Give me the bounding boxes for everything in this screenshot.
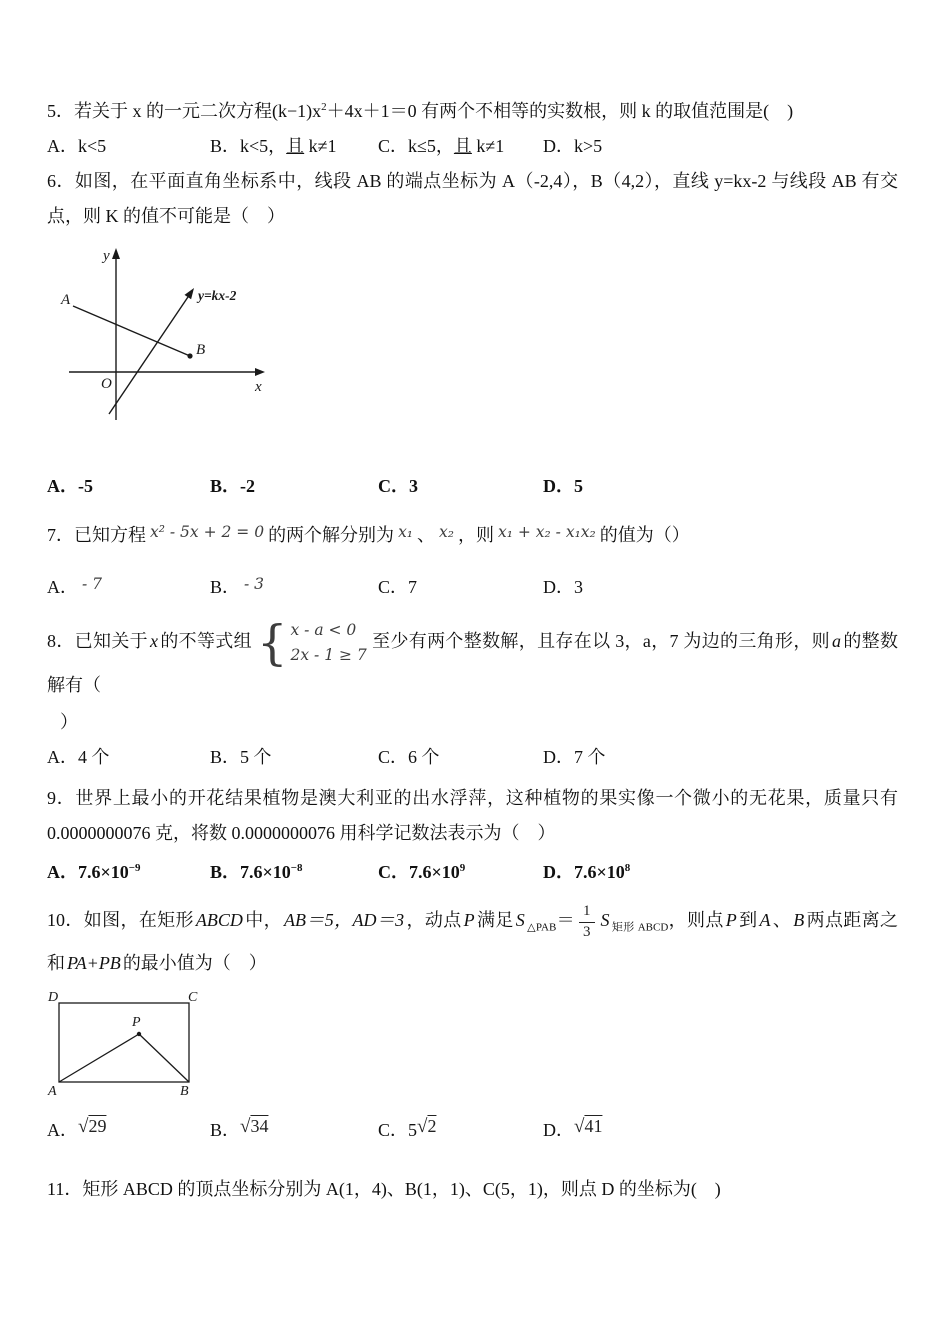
- radical: [240, 1105, 268, 1148]
- question-9: [47, 781, 898, 890]
- point-b-label: B: [196, 342, 206, 358]
- fraction-numerator: 1: [579, 902, 595, 923]
- q7-option-d: [543, 570, 898, 606]
- q6-option-b: B．-2: [210, 476, 255, 496]
- option-label: D．: [543, 862, 574, 882]
- q5-exponent: 2: [321, 101, 327, 113]
- option-exponent: 9: [459, 862, 466, 874]
- radicand: 41: [584, 1115, 603, 1136]
- option-text: k≠1: [471, 136, 505, 156]
- option-value: - 3: [244, 575, 265, 593]
- line-arrow: [185, 288, 195, 299]
- option-label: C．: [378, 577, 409, 597]
- option-base: 7.6×10: [409, 862, 460, 882]
- q9-option-c: [378, 851, 543, 890]
- corner-d-label: D: [48, 989, 59, 1005]
- q7-text: 的两个解分别为: [268, 525, 395, 545]
- y-axis-label: y: [103, 248, 110, 264]
- option-label: C．: [378, 862, 409, 882]
- q5-stem-text-b: ＋4x＋1＝0 有两个不相等的实数根，则 k 的取值范围是( ): [326, 101, 794, 121]
- option-label: A．: [47, 862, 78, 882]
- x-axis-arrow: [255, 368, 265, 376]
- q9-options: [47, 851, 898, 890]
- q10-point-p: P: [463, 910, 475, 931]
- q10-text: 的最小值为（ ）: [122, 952, 267, 973]
- q10-sum-expression: PA+PB: [67, 952, 121, 973]
- question-10: [47, 902, 898, 1152]
- q7-x1: x₁: [398, 523, 414, 541]
- q5-stem: [47, 90, 898, 129]
- q10-text: 10．如图，在矩形: [47, 910, 194, 931]
- q8-variable-x: x: [149, 631, 158, 652]
- q6-stem: 6．如图，在平面直角坐标系中，线段 AB 的端点坐标为 A（-2,4），B（4,2），直线 y=kx-2 与线段 AB 有交点，则 K 的值不可能是（ ）: [47, 171, 898, 226]
- q8-stem-continuation: ）: [60, 712, 78, 732]
- q10-option-b: [210, 1109, 378, 1152]
- line-equation-label: y=kx-2: [198, 288, 237, 303]
- sqrt-sign: √: [78, 1115, 89, 1137]
- q7-options: [47, 570, 898, 606]
- q11-stem: 11．矩形 ABCD 的顶点坐标分别为 A(1，4)、B(1，1)、C(5，1)，则点 D 的坐标为( ): [47, 1178, 721, 1199]
- q10-area-subscript: △PAB: [526, 921, 557, 934]
- x-axis-label: x: [255, 379, 262, 395]
- option-label: A．: [47, 577, 78, 597]
- q8-stem: [47, 615, 899, 703]
- q6-option-a: A．-5: [47, 476, 93, 496]
- fraction-denominator: 3: [583, 923, 591, 940]
- option-base: 7.6×10: [78, 862, 129, 882]
- option-label: B．: [210, 862, 241, 882]
- q9-option-d: [543, 851, 898, 890]
- q8-text: 的不等式组: [159, 631, 252, 652]
- option-text: k>5: [574, 136, 603, 156]
- q10-text: 两点距离之和: [47, 910, 899, 973]
- q10-options: [47, 1109, 898, 1152]
- sqrt-sign: √: [417, 1115, 428, 1137]
- option-text: k<5，: [240, 136, 287, 156]
- option-value: 3: [574, 577, 583, 597]
- option-label: B．: [210, 136, 241, 156]
- q10-text: ，动点: [406, 910, 462, 931]
- q7-text: 的值为（）: [599, 525, 690, 545]
- q7-text: 7．已知方程: [47, 525, 146, 545]
- radical: [78, 1105, 106, 1148]
- sqrt-sign: √: [574, 1115, 585, 1137]
- corner-a-label: A: [48, 1083, 57, 1099]
- system-brace: {: [256, 615, 288, 671]
- radicand: 2: [427, 1115, 437, 1136]
- option-exponent: −9: [128, 862, 141, 874]
- q6-figure: [59, 244, 274, 429]
- q8-text: 至少有两个整数解，且存在以 3，a，7 为边的三角形，则: [371, 631, 831, 652]
- q6-option-d: D．5: [543, 476, 583, 496]
- q7-stem: [47, 518, 898, 554]
- q8-options: [47, 740, 898, 775]
- question-6: [47, 164, 898, 504]
- question-8: [47, 615, 899, 775]
- q8-option-b: B．5 个: [210, 747, 272, 767]
- q10-option-a: [47, 1109, 210, 1152]
- q10-text: 中，: [244, 910, 282, 931]
- point-b-dot: [187, 353, 192, 358]
- question-7: [47, 518, 898, 606]
- option-label: D．: [543, 136, 574, 156]
- y-axis-arrow: [112, 248, 120, 259]
- q9-option-b: [210, 851, 378, 890]
- q7-equation: x² - 5x + 2 = 0: [150, 523, 265, 541]
- q7-expression: x₁ + x₂ - x₁x₂: [498, 523, 596, 541]
- q6-option-c: C．3: [378, 476, 418, 496]
- q8-option-a: A．4 个: [47, 747, 110, 767]
- segment-ap: [59, 1034, 139, 1082]
- q10-option-d: [543, 1109, 898, 1152]
- point-a-label: A: [61, 292, 71, 308]
- q10-text: 满足: [476, 910, 514, 931]
- q10-rect-name: ABCD: [195, 910, 243, 931]
- q10-area-subscript-2: 矩形 ABCD: [611, 921, 669, 934]
- question-5: [47, 90, 898, 164]
- segment-pb: [139, 1034, 189, 1082]
- q5-option-b: [210, 129, 378, 164]
- fraction-one-third: [579, 902, 595, 942]
- inequality-system: [256, 615, 367, 671]
- q10-text: 、: [772, 910, 792, 931]
- q7-text: 、: [417, 525, 436, 545]
- option-value: - 7: [82, 575, 103, 593]
- q10-area-symbol: S: [515, 910, 525, 931]
- radical: [417, 1105, 436, 1148]
- q5-option-c: [378, 129, 543, 164]
- q8-option-d: D．7 个: [543, 747, 606, 767]
- q5-option-d: [543, 129, 898, 164]
- option-coefficient: 5: [408, 1119, 418, 1140]
- option-emphasis: 且: [286, 136, 305, 156]
- q10-point-p-2: P: [725, 910, 737, 931]
- line-y-kx-2: [109, 291, 192, 414]
- option-label: C．: [378, 1119, 409, 1140]
- option-base: 7.6×10: [574, 862, 625, 882]
- option-label: A．: [47, 1119, 78, 1140]
- q10-text: ，则点: [668, 910, 724, 931]
- q8-text: 的整数解有（: [47, 631, 899, 695]
- option-label: C．: [378, 136, 409, 156]
- question-11: [47, 1172, 898, 1207]
- option-base: 7.6×10: [240, 862, 291, 882]
- inequality-column: [291, 618, 367, 668]
- inequality-1: x - a < 0: [290, 621, 357, 639]
- option-value: 7: [408, 577, 418, 597]
- q9-stem: 9．世界上最小的开花结果植物是澳大利亚的出水浮萍，这种植物的果实像一个微小的无花果，质量只有 0.0000000076 克，将数 0.0000000076 用科学记数法表示为（ ）: [47, 788, 898, 843]
- q10-area-symbol-2: S: [600, 910, 610, 931]
- q7-option-b: [210, 570, 378, 606]
- option-text: k≤5，: [408, 136, 454, 156]
- q10-text: ＝: [556, 910, 576, 931]
- option-emphasis: 且: [453, 136, 472, 156]
- corner-b-label: B: [180, 1083, 189, 1099]
- q10-sides: AB＝5，AD＝3: [284, 910, 405, 931]
- q10-stem: [47, 902, 898, 981]
- option-text: k≠1: [304, 136, 337, 156]
- q10-point-b: B: [793, 910, 805, 931]
- q8-text: 8．已知关于: [47, 631, 148, 652]
- q10-figure: [47, 989, 247, 1101]
- point-p-dot: [137, 1032, 141, 1036]
- q10-option-c: [378, 1109, 543, 1152]
- q7-option-c: [378, 570, 543, 606]
- option-label: D．: [543, 577, 574, 597]
- q6-options: [47, 469, 898, 504]
- inequality-2: 2x - 1 ≥ 7: [290, 646, 367, 664]
- radicand: 29: [88, 1115, 107, 1136]
- origin-label: O: [101, 376, 112, 392]
- q8-variable-a: a: [832, 631, 842, 652]
- sqrt-sign: √: [240, 1115, 251, 1137]
- point-p-label: P: [132, 1014, 141, 1030]
- corner-c-label: C: [188, 989, 198, 1005]
- q8-option-c: C．6 个: [378, 747, 440, 767]
- q10-text: 到: [738, 910, 758, 931]
- q7-x2: x₂: [439, 523, 454, 541]
- option-text: k<5: [78, 136, 107, 156]
- option-exponent: 8: [624, 862, 631, 874]
- q7-option-a: [47, 570, 210, 606]
- q10-point-a: A: [759, 910, 771, 931]
- option-label: B．: [210, 1119, 241, 1140]
- radical: [574, 1105, 602, 1148]
- q7-text: ，则: [458, 525, 494, 545]
- q5-stem-text-a: 5．若关于 x 的一元二次方程(k−1)x: [47, 101, 322, 121]
- option-label: D．: [543, 1119, 574, 1140]
- option-label: A．: [47, 136, 78, 156]
- option-exponent: −8: [290, 862, 303, 874]
- q5-option-a: [47, 129, 210, 164]
- q5-options: [47, 129, 898, 164]
- radicand: 34: [250, 1115, 269, 1136]
- q9-option-a: [47, 851, 210, 890]
- option-label: B．: [210, 577, 241, 597]
- segment-ab: [73, 306, 190, 356]
